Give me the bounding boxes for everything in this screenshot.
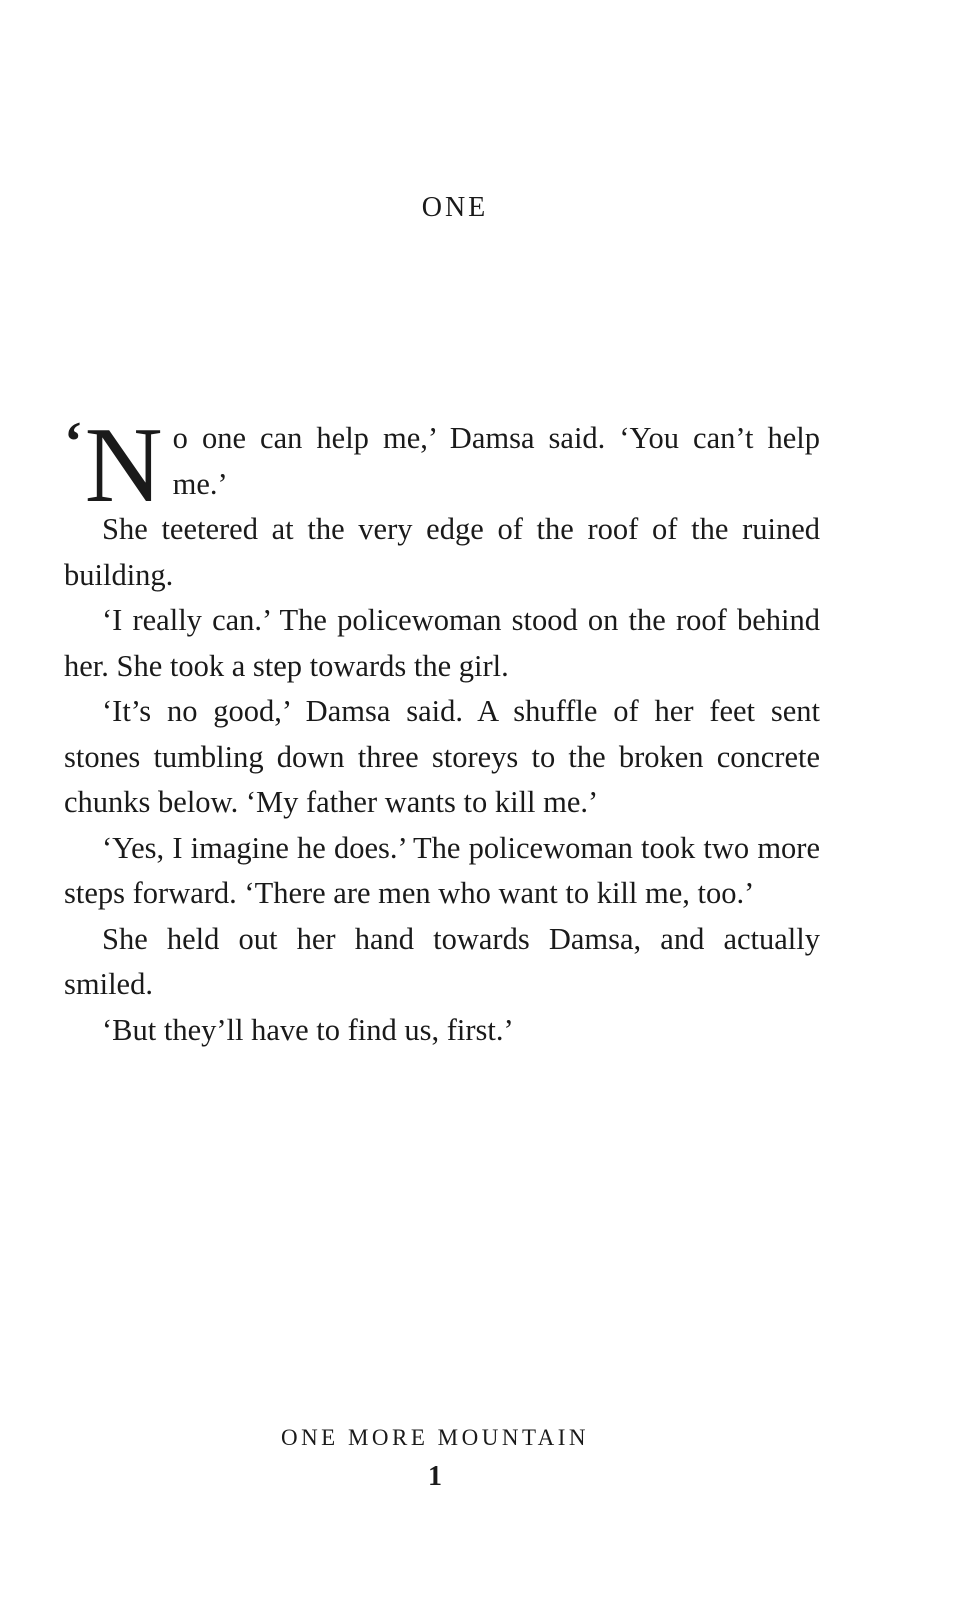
paragraph: She held out her hand towards Damsa, and actually smiled. — [64, 921, 820, 1001]
paragraph: She teetered at the very edge of the roof of the ruined building. — [64, 512, 820, 592]
paragraph: ‘It’s no good,’ Damsa said. A shuffle of her feet sent stones tumbling down three storeys to the broken concrete chunks below. ‘My father wants to kill me.’ — [64, 694, 820, 819]
paragraph: ‘But they’ll have to find us, first.’ — [102, 1012, 514, 1047]
paragraph: ‘I really can.’ The policewoman stood on the roof behind her. She took a step towards the girl. — [64, 603, 820, 683]
chapter-body — [64, 406, 820, 1053]
opening-paragraph-text: o one can help me,’ Damsa said. ‘You can’t help me.’ — [172, 421, 820, 501]
paragraph: ‘Yes, I imagine he does.’ The policewoman took two more steps forward. ‘There are men who want to kill me, too.’ — [64, 830, 820, 910]
chapter-heading: ONE — [421, 192, 489, 223]
page-number: 1 — [428, 1461, 442, 1492]
drop-cap: N — [84, 406, 163, 525]
running-footer-title: ONE MORE MOUNTAIN — [280, 1425, 590, 1450]
opening-paragraph — [64, 406, 820, 525]
opening-quote-mark: ‘ — [64, 411, 83, 473]
